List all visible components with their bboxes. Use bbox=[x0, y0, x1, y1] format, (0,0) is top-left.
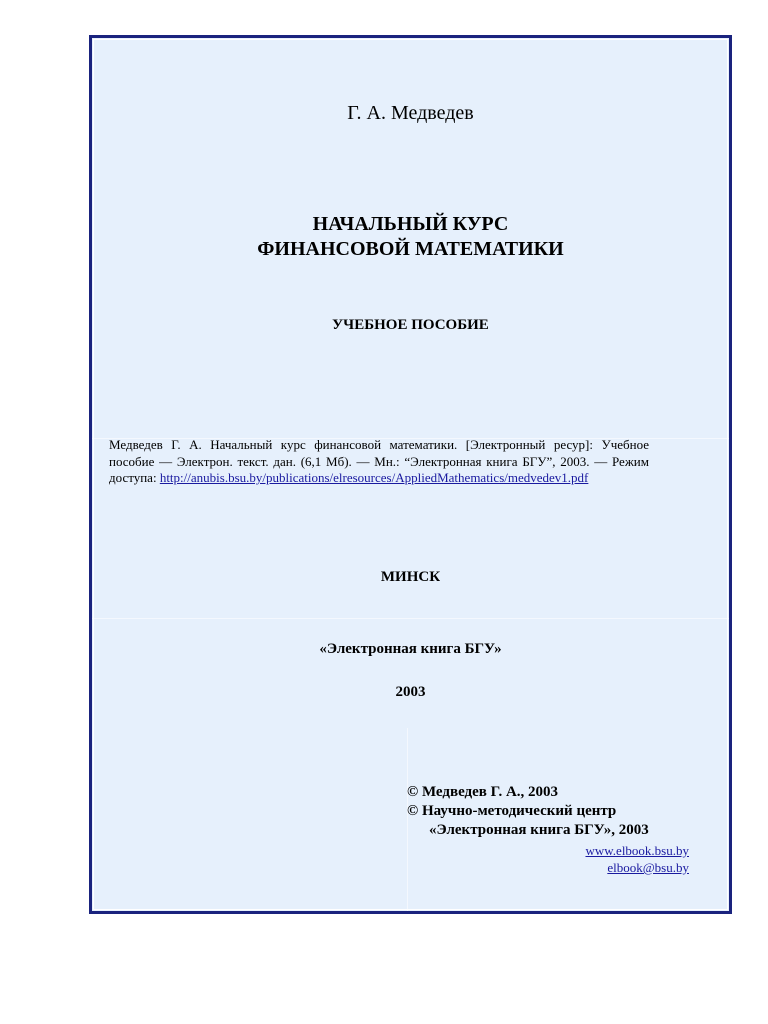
author-name: Г. А. Медведев bbox=[347, 102, 474, 124]
email-link[interactable]: elbook@bsu.by bbox=[607, 860, 689, 875]
title-line-2: ФИНАНСОВОЙ МАТЕМАТИКИ bbox=[257, 238, 564, 260]
publication-year: 2003 bbox=[395, 684, 426, 700]
reference-text: Медведев Г. А. Начальный курс финансовой математики. [Электронный ресур]: Учебное пособие — Электрон. текст. дан. (6,1 Мб). — Мн.: “Электронная книга БГУ”, 2003. — Режим доступа: bbox=[109, 437, 649, 485]
copyright-publisher: «Электронная книга БГУ», 2003 bbox=[429, 822, 649, 838]
table-gridline bbox=[92, 618, 729, 619]
reference-url-link[interactable]: http://anubis.bsu.by/publications/elresources/AppliedMathematics/medvedev1.pdf bbox=[159, 470, 589, 485]
book-title bbox=[92, 212, 729, 262]
bibliographic-reference bbox=[109, 437, 649, 487]
book-subtitle: УЧЕБНОЕ ПОСОБИЕ bbox=[332, 317, 489, 333]
copyright-center: © Научно-методический центр bbox=[407, 803, 617, 819]
book-cover bbox=[89, 35, 732, 914]
website-link[interactable]: www.elbook.bsu.by bbox=[585, 843, 689, 858]
title-line-1: НАЧАЛЬНЫЙ КУРС bbox=[312, 213, 509, 235]
publisher-name: «Электронная книга БГУ» bbox=[319, 641, 502, 657]
publication-city: МИНСК bbox=[380, 569, 441, 585]
copyright-author: © Медведев Г. А., 2003 bbox=[407, 784, 559, 800]
